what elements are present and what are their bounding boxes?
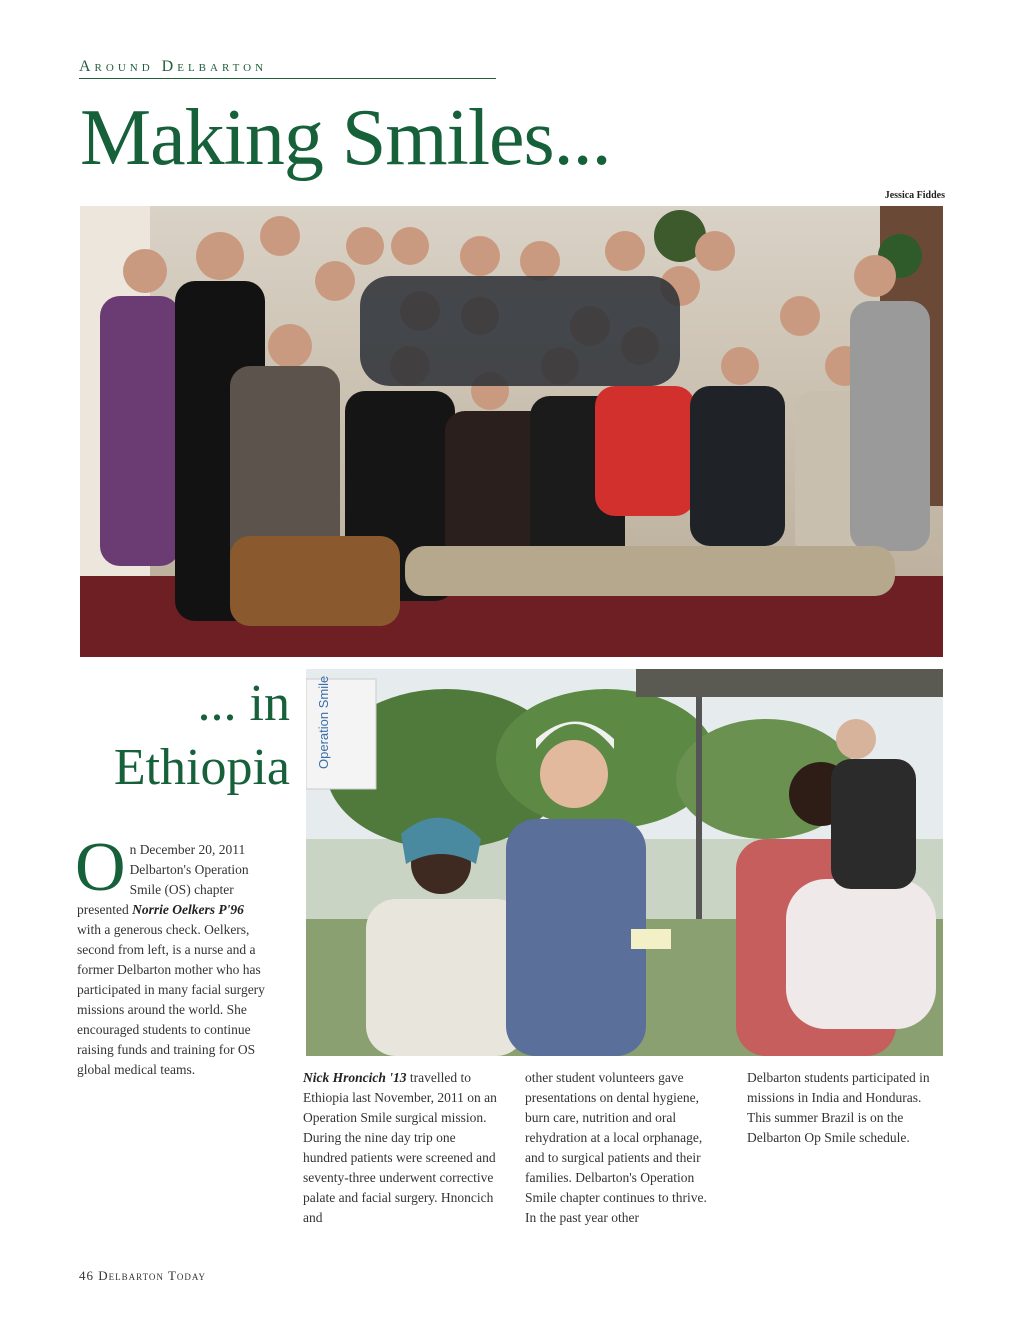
article-column-1 bbox=[303, 1068, 499, 1228]
intro-name: Norrie Oelkers P'96 bbox=[132, 902, 244, 917]
publication-name: Delbarton Today bbox=[98, 1268, 207, 1283]
article-col1-text: travelled to Ethiopia last November, 2011 on an Operation Smile surgical mission. During the nine day trip one hundred patients were screened and seventy-three underwent corrective palate and facial surgery. Hnoncich and bbox=[303, 1070, 497, 1225]
group-photo bbox=[80, 206, 943, 657]
ethiopia-photo bbox=[306, 669, 943, 1056]
photo-credit: Jessica Fiddes bbox=[884, 190, 945, 201]
banner-text: Operation Smile bbox=[316, 675, 331, 769]
subhead bbox=[60, 672, 290, 800]
intro-part1: n December 20, 2011 Delbarton's Operation Smile (OS) chapter presented bbox=[77, 842, 249, 917]
drop-cap: O bbox=[75, 829, 126, 906]
section-header: Around Delbarton bbox=[79, 58, 496, 79]
article-column-3 bbox=[747, 1068, 943, 1148]
intro-part2: with a generous check. Oelkers, second from left, is a nurse and a former Delbarton mother who has participated in many facial surgery missions around the world. She encouraged students to continue raising funds and training for OS global medical teams. bbox=[77, 922, 265, 1077]
page-footer bbox=[79, 1268, 206, 1284]
intro-paragraph bbox=[75, 829, 269, 1080]
page-number: 46 bbox=[79, 1268, 94, 1283]
article-col3-text: Delbarton students participated in missions in India and Honduras. This summer Brazil is on the Delbarton Op Smile schedule. bbox=[747, 1070, 930, 1145]
article-column-2 bbox=[525, 1068, 721, 1228]
subhead-line1: ... in bbox=[197, 675, 290, 732]
article-col2-text: other student volunteers gave presentations on dental hygiene, burn care, nutrition and oral rehydration at a local orphanage, and to surgical patients and their families. Delbarton's Operation Smile chapter continues to thrive. In the past year other bbox=[525, 1070, 707, 1225]
article-name: Nick Hroncich '13 bbox=[303, 1070, 407, 1085]
headline: Making Smiles... bbox=[80, 94, 611, 182]
subhead-line2: Ethiopia bbox=[113, 739, 290, 796]
